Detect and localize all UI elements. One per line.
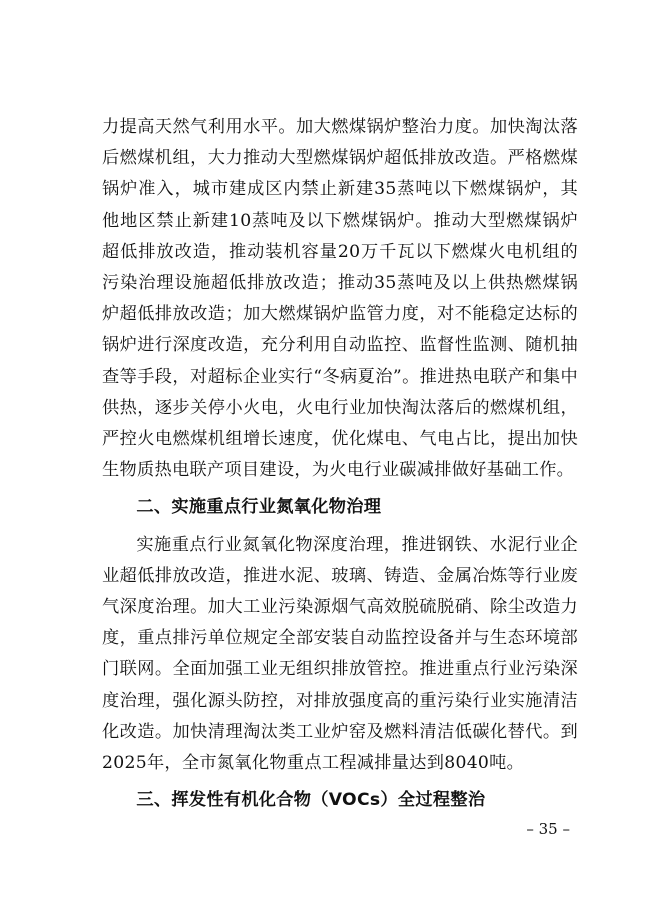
section-heading-nox: 二、实施重点行业氮氧化物治理 bbox=[136, 497, 382, 518]
paragraph-coal-boiler: 力提高天然气利用水平。加大燃煤锅炉整治力度。加快淘汰落后燃煤机组，大力推动大型燃煤锅炉超低排放改造。严格燃煤锅炉准入，城市建成区内禁止新建35蒸吨以下燃煤锅炉，其他地区禁止新建10蒸吨及以下燃煤锅炉。推动大型燃煤锅炉超低排放改造，推动装机容量20万千瓦以下燃煤火电机组的污染治理设施超低排放改造；推动35蒸吨及以上供热燃煤锅炉超低排放改造；加大燃煤锅炉监管力度，对不能稳定达标的锅炉进行深度改造，充分利用自动监控、监督性监测、随机抽查等手段，对超标企业实行“冬病夏治”。推进热电联产和集中供热，逐步关停小火电，火电行业加快淘汰落后的燃煤机组，严控火电燃煤机组增长速度，优化煤电、气电占比，提出加快生物质热电联产项目建设，为火电行业碳减排做好基础工作。 bbox=[102, 117, 578, 481]
document-body bbox=[102, 112, 578, 822]
paragraph-nox-treatment: 实施重点行业氮氧化物深度治理，推进钢铁、水泥行业企业超低排放改造，推进水泥、玻璃、铸造、金属冶炼等行业废气深度治理。加大工业污染源烟气高效脱硫脱硝、除尘改造力度，重点排污单位规定全部安装自动监控设备并与生态环境部门联网。全面加强工业无组织排放管控。推进重点行业污染深度治理，强化源头防控，对排放强度高的重污染行业实施清洁化改造。加快清理淘汰类工业炉窑及燃料清洁低碳化替代。到2025年，全市氮氧化物重点工程减排量达到8040吨。 bbox=[102, 534, 578, 774]
page-number: – 35 – bbox=[526, 820, 570, 838]
section-heading-vocs: 三、挥发性有机化合物（VOCs）全过程整治 bbox=[136, 790, 486, 811]
